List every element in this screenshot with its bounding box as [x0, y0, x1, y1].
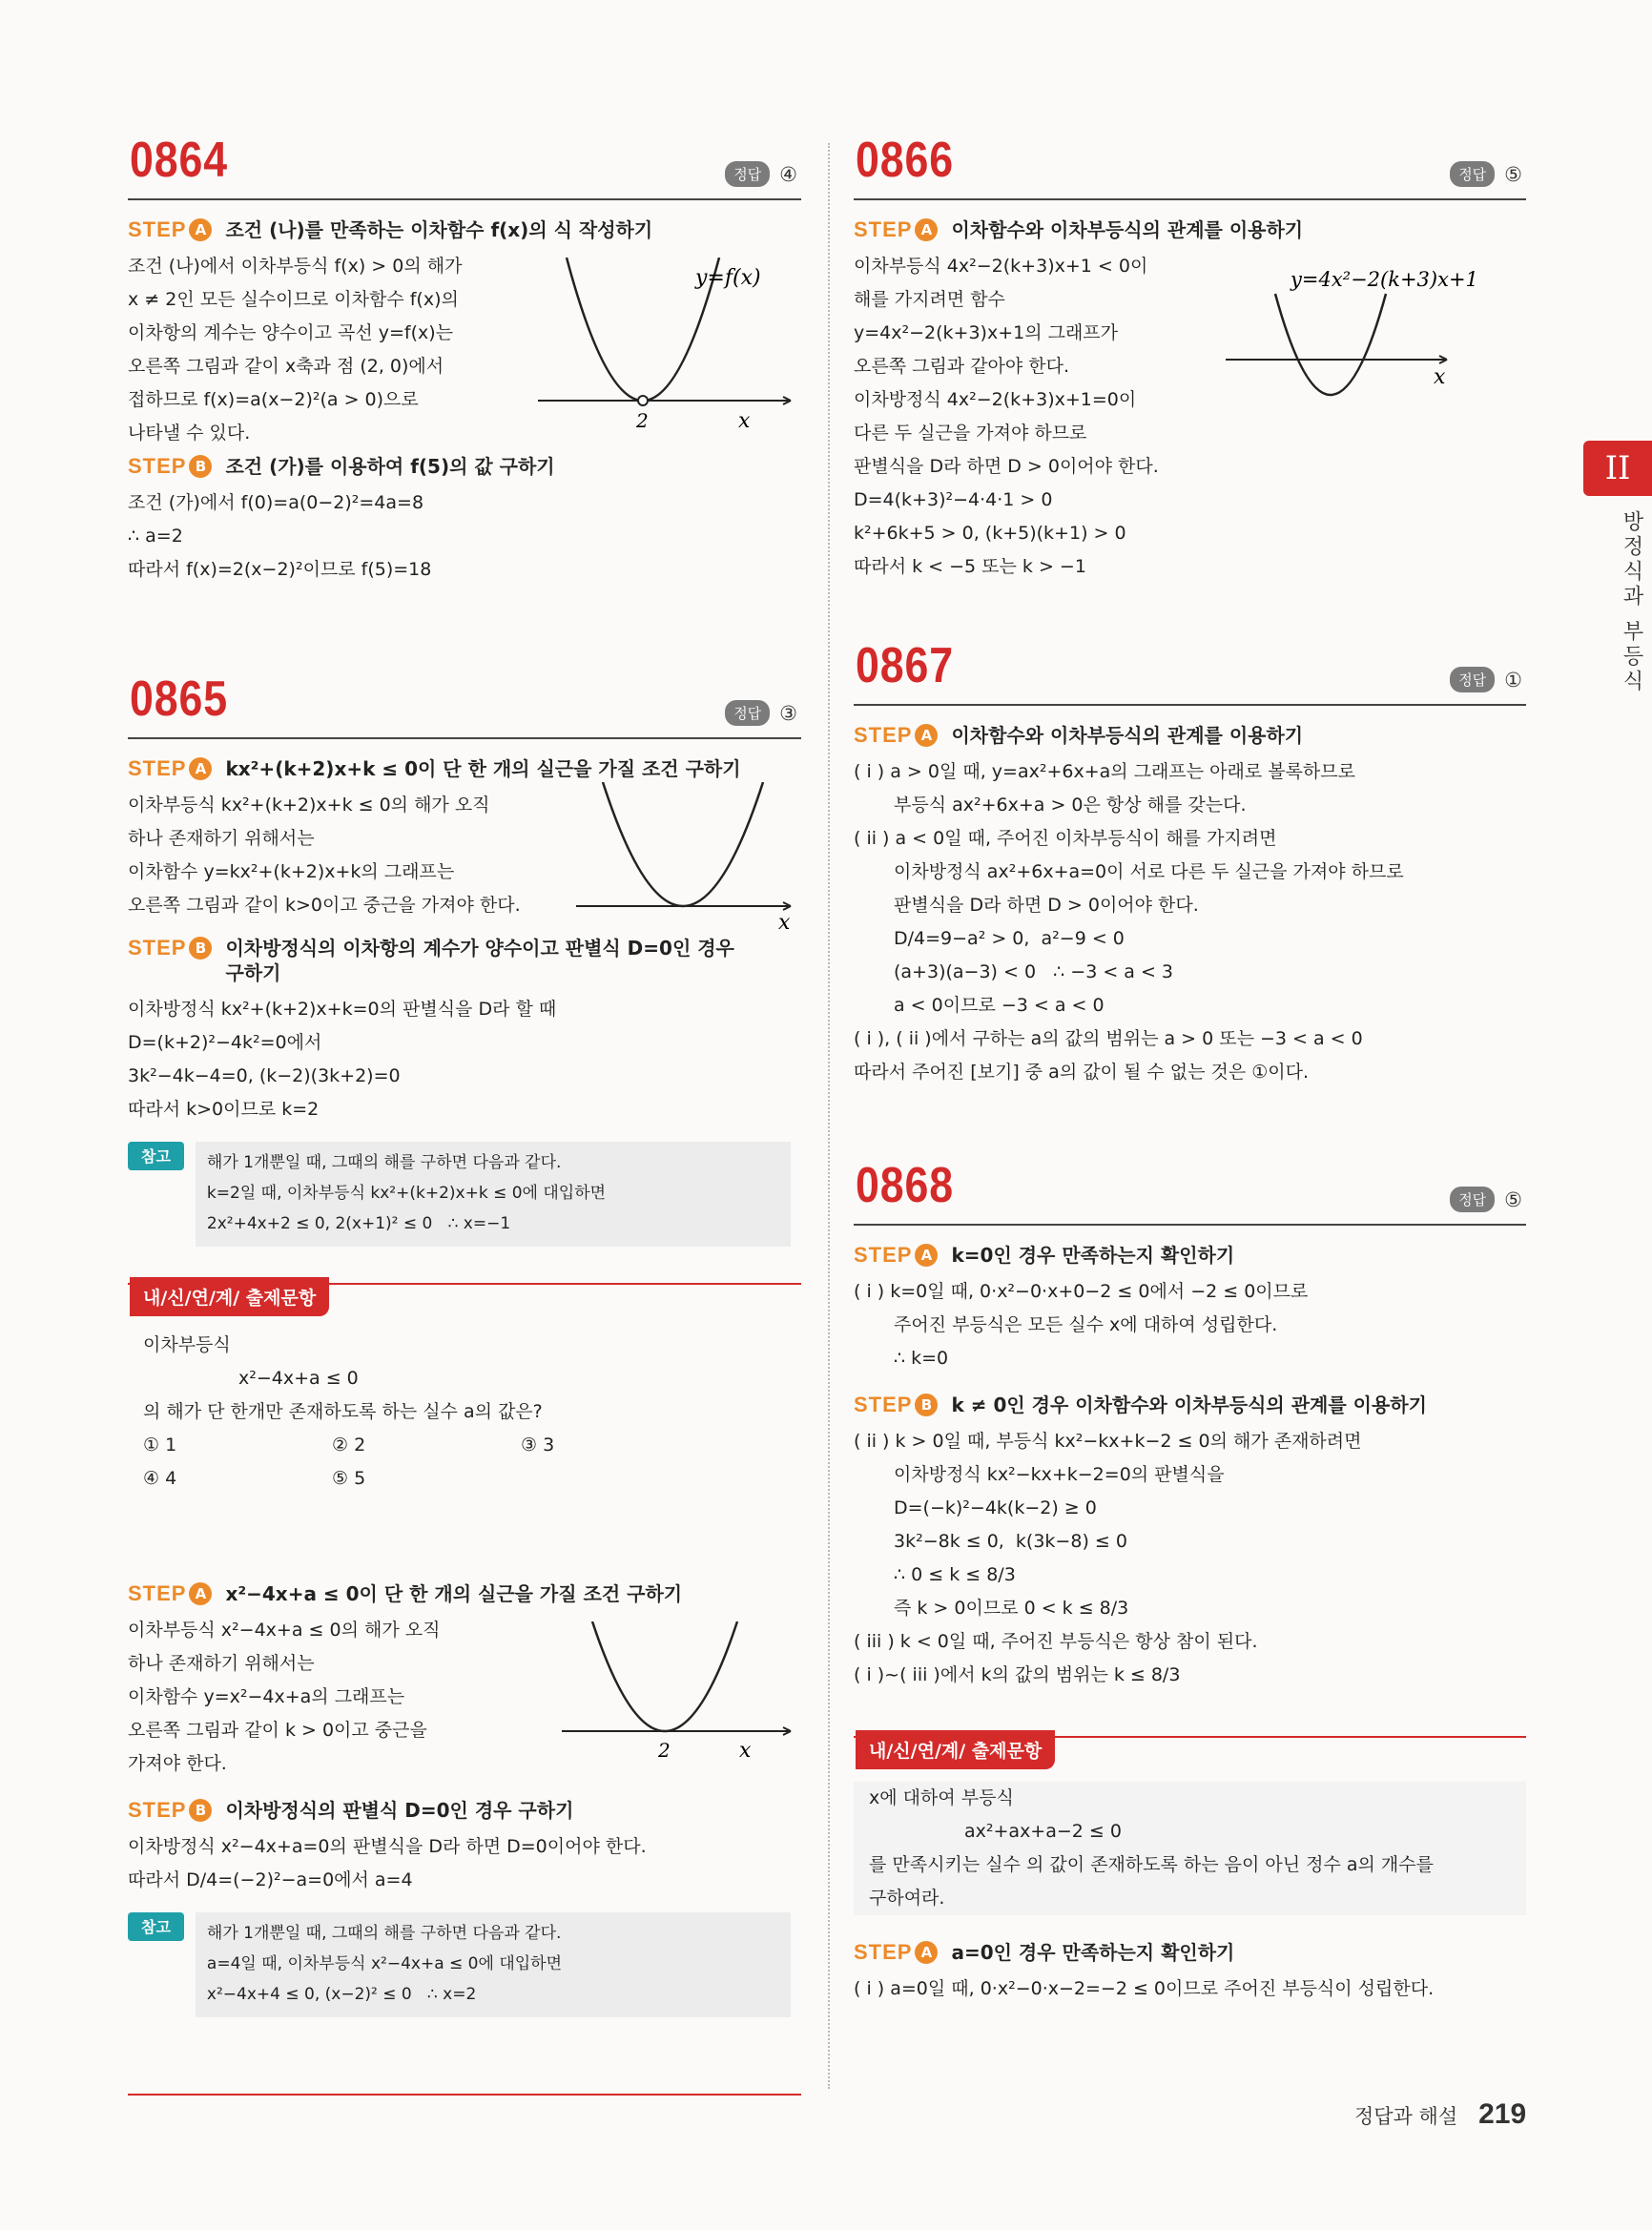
answer-value: ④ — [779, 162, 797, 186]
step-letter: A — [915, 218, 938, 241]
step-title: x²−4x+a ≤ 0이 단 한 개의 실근을 가질 조건 구하기 — [225, 1582, 683, 1605]
answer-tag: 정답 — [1450, 161, 1495, 187]
step-a-header — [128, 1581, 801, 1606]
text-line: ∴ 0 ≤ k ≤ 8/3 — [894, 1564, 1016, 1585]
problem-number: 0865 — [130, 671, 228, 727]
text-line: (a+3)(a−3) < 0 ∴ −3 < a < 3 — [894, 961, 1174, 982]
text-line: 이차함수 y=x²−4x+a의 그래프는 — [128, 1686, 405, 1707]
text-line: 부등식 ax²+6x+a > 0은 항상 해를 갖는다. — [894, 795, 1247, 816]
parabola-graph — [562, 1621, 800, 1765]
note-line: 2x²+4x+2 ≤ 0, 2(x+1)² ≤ 0 ∴ x=−1 — [206, 1214, 511, 1233]
parabola-graph — [538, 258, 805, 439]
tick-label: 2 — [658, 1739, 671, 1762]
note-line: x²−4x+4 ≤ 0, (x−2)² ≤ 0 ∴ x=2 — [206, 1985, 477, 2004]
step-title: 이차함수와 이차부등식의 관계를 이용하기 — [951, 218, 1304, 241]
question-line: 의 해가 단 한개만 존재하도록 하는 실수 a의 값은? — [143, 1401, 543, 1422]
solution-lines — [854, 1425, 1526, 1692]
text-line: ( i ), ( ii )에서 구하는 a의 값의 범위는 a > 0 또는 −3 < a < 0 — [854, 1028, 1363, 1049]
text-line: 하나 존재하기 위해서는 — [128, 828, 315, 849]
problem-0866 — [854, 124, 1526, 584]
text-line: 따라서 D/4=(−2)²−a=0에서 a=4 — [128, 1869, 413, 1890]
problem-0864 — [128, 124, 801, 587]
question-line: x²−4x+a ≤ 0 — [238, 1368, 359, 1389]
curve-label: y=4x²−2(k+3)x+1 — [1291, 268, 1478, 291]
related-question — [854, 1782, 1526, 1915]
text-line: 이차방정식 x²−4x+a=0의 판별식을 D라 하면 D=0이어야 한다. — [128, 1836, 647, 1857]
question-line: 구하여라. — [869, 1888, 945, 1909]
axis-label: x — [738, 409, 751, 433]
text-line: x ≠ 2인 모든 실수이므로 이차함수 f(x)의 — [128, 289, 459, 310]
answer — [725, 161, 797, 187]
step-letter: A — [189, 757, 212, 780]
step-a-header — [854, 1243, 1526, 1268]
parabola-graph — [1226, 258, 1521, 424]
answer-tag: 정답 — [725, 700, 770, 726]
text-line: ( ii ) a < 0일 때, 주어진 이차부등식이 해를 가지려면 — [854, 828, 1277, 849]
step-letter: B — [915, 1394, 938, 1416]
text-line: 오른쪽 그림과 같이 k > 0이고 중근을 — [128, 1720, 427, 1741]
text-line: 주어진 부등식은 모든 실수 x에 대하여 성립한다. — [894, 1314, 1278, 1335]
note-line: 해가 1개뿐일 때, 그때의 해를 구하면 다음과 같다. — [206, 1153, 562, 1172]
step-letter: A — [189, 218, 212, 241]
related-problem-header — [854, 1730, 1526, 1772]
text-line: 이차부등식 kx²+(k+2)x+k ≤ 0의 해가 오직 — [128, 795, 490, 816]
section-end-line — [128, 2094, 801, 2096]
solution-lines — [854, 1275, 1526, 1375]
answer — [725, 700, 797, 726]
text-line: ( i ) a > 0일 때, y=ax²+6x+a의 그래프는 아래로 볼록하므로 — [854, 761, 1355, 782]
related-question — [128, 1329, 801, 1496]
step-title-line: 이차방정식의 이차항의 계수가 양수이고 판별식 D=0인 경우 — [225, 937, 734, 960]
step-a-header — [854, 1940, 1526, 1965]
text-line: 나타낼 수 있다. — [128, 423, 251, 444]
text-line: D=(−k)²−4k(k−2) ≥ 0 — [894, 1497, 1097, 1518]
question-line: ax²+ax+a−2 ≤ 0 — [964, 1821, 1122, 1842]
answer — [1450, 1187, 1522, 1212]
text-line: 이차방정식 ax²+6x+a=0이 서로 다른 두 실근을 가져야 하므로 — [894, 861, 1404, 882]
text-line: 판별식을 D라 하면 D > 0이어야 한다. — [894, 895, 1199, 916]
problem-0867 — [854, 630, 1526, 1089]
step-title: k ≠ 0인 경우 이차함수와 이차부등식의 관계를 이용하기 — [951, 1394, 1427, 1416]
text-line: 이차부등식 4x²−2(k+3)x+1 < 0이 — [854, 256, 1148, 277]
answer-value: ③ — [779, 701, 797, 725]
text-line: 오른쪽 그림과 같아야 한다. — [854, 356, 1070, 377]
axis-label: x — [1434, 365, 1446, 389]
text-line: 이차항의 계수는 양수이고 곡선 y=f(x)는 — [128, 322, 454, 343]
column-divider — [828, 143, 830, 2089]
step-b-header — [128, 936, 801, 985]
step-letter: B — [189, 455, 212, 478]
text-line: 하나 존재하기 위해서는 — [128, 1653, 315, 1674]
note-box — [128, 1142, 801, 1247]
step-letter: A — [915, 724, 938, 747]
text-line: 따라서 f(x)=2(x−2)²이므로 f(5)=18 — [128, 559, 432, 580]
note-tag: 참고 — [128, 1912, 184, 1941]
text-line: 3k²−8k ≤ 0, k(3k−8) ≤ 0 — [894, 1531, 1127, 1552]
step-word: STEP — [128, 1581, 187, 1605]
text-line: ( i ) a=0일 때, 0·x²−0·x−2=−2 ≤ 0이므로 주어진 부등식이 성립한다. — [854, 1978, 1435, 1999]
step-b-header — [128, 1798, 801, 1823]
step-a-header — [854, 723, 1526, 748]
note-line: 해가 1개뿐일 때, 그때의 해를 구하면 다음과 같다. — [206, 1924, 562, 1943]
text-line: D=4(k+3)²−4·4·1 > 0 — [854, 489, 1053, 510]
step-a-header — [128, 217, 801, 242]
step-title: 이차함수와 이차부등식의 관계를 이용하기 — [951, 724, 1304, 747]
text-line: ( iii ) k < 0일 때, 주어진 부등식은 항상 참이 된다. — [854, 1631, 1258, 1652]
text-line: k²+6k+5 > 0, (k+5)(k+1) > 0 — [854, 523, 1126, 544]
answer-tag: 정답 — [1450, 667, 1495, 692]
step-title: 이차방정식의 판별식 D=0인 경우 구하기 — [225, 1799, 574, 1822]
step-title: kx²+(k+2)x+k ≤ 0이 단 한 개의 실근을 가질 조건 구하기 — [225, 757, 741, 780]
choice[interactable]: ② 2 — [332, 1435, 366, 1456]
chapter-title: 방정식과 부등식 — [1620, 510, 1643, 694]
answer-tag: 정답 — [725, 161, 770, 187]
curve-label: y=f(x) — [695, 266, 761, 290]
step-word: STEP — [854, 1940, 913, 1964]
text-line: 이차방정식 4x²−2(k+3)x+1=0이 — [854, 389, 1137, 410]
step-title: k=0인 경우 만족하는지 확인하기 — [951, 1244, 1235, 1267]
step-a-header — [128, 756, 801, 781]
related-problem-header — [128, 1277, 801, 1319]
choices — [143, 1429, 601, 1496]
text-line: 조건 (가)에서 f(0)=a(0−2)²=4a=8 — [128, 492, 424, 513]
problem-number: 0868 — [856, 1158, 954, 1213]
text-line: ( i )~( iii )에서 k의 값의 범위는 k ≤ 8/3 — [854, 1664, 1181, 1685]
text-line: 따라서 k < −5 또는 k > −1 — [854, 556, 1086, 577]
step-title: 조건 (가)를 이용하여 f(5)의 값 구하기 — [225, 455, 555, 478]
step-word: STEP — [854, 217, 913, 241]
step-word: STEP — [854, 1243, 913, 1267]
note-box — [128, 1912, 801, 2017]
problem-0865 — [128, 663, 801, 1496]
text-line: 오른쪽 그림과 같이 k>0이고 중근을 가져야 한다. — [128, 895, 521, 916]
text-line: 다른 두 실근을 가져야 하므로 — [854, 423, 1087, 444]
solution-lines — [854, 755, 1526, 1089]
step-letter: A — [189, 1582, 212, 1605]
text-line: ∴ k=0 — [894, 1348, 949, 1369]
answer-tag: 정답 — [1450, 1187, 1495, 1212]
text-line: 즉 k > 0이므로 0 < k ≤ 8/3 — [894, 1598, 1129, 1619]
question-line: x에 대하여 부등식 — [869, 1787, 1014, 1808]
text-line: 판별식을 D라 하면 D > 0이어야 한다. — [854, 456, 1159, 477]
step-letter: A — [915, 1941, 938, 1964]
step-letter: A — [915, 1244, 938, 1267]
text-line: 접하므로 f(x)=a(x−2)²(a > 0)으로 — [128, 389, 419, 410]
text-line: y=4x²−2(k+3)x+1의 그래프가 — [854, 322, 1119, 343]
note-line: a=4일 때, 이차부등식 x²−4x+a ≤ 0에 대입하면 — [206, 1954, 563, 1973]
related-solution-left — [128, 1564, 801, 2017]
text-line: 해를 가지려면 함수 — [854, 289, 1005, 310]
axis-label: x — [739, 1739, 752, 1763]
page-footer — [1354, 2098, 1526, 2131]
note-tag: 참고 — [128, 1142, 184, 1170]
axis-label: x — [778, 911, 791, 935]
text-line: 따라서 k>0이므로 k=2 — [128, 1099, 320, 1120]
footer-label: 정답과 해설 — [1354, 2105, 1458, 2128]
text-line: D=(k+2)²−4k²=0에서 — [128, 1032, 322, 1053]
chapter-tab[interactable]: II — [1583, 441, 1652, 496]
parabola-graph — [576, 782, 800, 935]
text-line: 따라서 주어진 [보기] 중 a의 값이 될 수 없는 것은 ①이다. — [854, 1062, 1310, 1083]
step-word: STEP — [128, 936, 187, 960]
related-problem-tag: 내/신/연/계/ 출제문항 — [856, 1730, 1055, 1769]
text-line: 오른쪽 그림과 같이 x축과 점 (2, 0)에서 — [128, 356, 444, 377]
step-title: 조건 (나)를 만족하는 이차함수 f(x)의 식 작성하기 — [225, 218, 653, 241]
choice[interactable]: ③ 3 — [521, 1435, 555, 1456]
step-a-header — [854, 217, 1526, 242]
question-line: 를 만족시키는 실수 의 값이 존재하도록 하는 음이 아닌 정수 a의 개수를 — [869, 1854, 1434, 1875]
problem-number: 0867 — [856, 638, 954, 693]
text-line: 가져야 한다. — [128, 1753, 227, 1774]
text-line: ( i ) k=0일 때, 0·x²−0·x+0−2 ≤ 0에서 −2 ≤ 0이므로 — [854, 1281, 1309, 1302]
choice[interactable]: ⑤ 5 — [332, 1468, 366, 1489]
step-title: a=0인 경우 만족하는지 확인하기 — [951, 1941, 1235, 1964]
note-line: k=2일 때, 이차부등식 kx²+(k+2)x+k ≤ 0에 대입하면 — [206, 1184, 607, 1203]
problem-number: 0864 — [130, 133, 228, 188]
text-line: 3k²−4k−4=0, (k−2)(3k+2)=0 — [128, 1065, 401, 1086]
step-letter: B — [189, 937, 212, 960]
step-word: STEP — [854, 723, 913, 747]
problem-0868 — [854, 1149, 1526, 2006]
step-word: STEP — [128, 454, 187, 478]
step-title — [225, 936, 733, 985]
text-line: ( ii ) k > 0일 때, 부등식 kx²−kx+k−2 ≤ 0의 해가 존재하려면 — [854, 1431, 1362, 1452]
text-line: 조건 (나)에서 이차부등식 f(x) > 0의 해가 — [128, 256, 463, 277]
text-line: ∴ a=2 — [128, 526, 183, 547]
text-line: 이차함수 y=kx²+(k+2)x+k의 그래프는 — [128, 861, 455, 882]
text-line: 이차방정식 kx²−kx+k−2=0의 판별식을 — [894, 1464, 1225, 1485]
step-word: STEP — [128, 756, 187, 780]
step-title-line: 구하기 — [225, 961, 281, 984]
tick-label: 2 — [636, 409, 649, 432]
answer-value: ⑤ — [1504, 1187, 1522, 1211]
step-word: STEP — [854, 1393, 913, 1416]
text-line: D/4=9−a² > 0, a²−9 < 0 — [894, 928, 1125, 949]
problem-number: 0866 — [856, 133, 954, 188]
answer — [1450, 667, 1522, 692]
step-word: STEP — [128, 217, 187, 241]
choice[interactable]: ④ 4 — [143, 1468, 177, 1489]
answer-value: ⑤ — [1504, 162, 1522, 186]
question-line: 이차부등식 — [143, 1334, 231, 1355]
related-problem-tag: 내/신/연/계/ 출제문항 — [130, 1277, 329, 1316]
step-word: STEP — [128, 1798, 187, 1822]
text-line: a < 0이므로 −3 < a < 0 — [894, 995, 1105, 1016]
answer-value: ① — [1504, 668, 1522, 692]
answer — [1450, 161, 1522, 187]
choice[interactable]: ① 1 — [143, 1435, 177, 1456]
step-letter: B — [189, 1799, 212, 1822]
text-line: 이차부등식 x²−4x+a ≤ 0의 해가 오직 — [128, 1620, 441, 1641]
step-b-header — [128, 454, 801, 479]
text-line: 이차방정식 kx²+(k+2)x+k=0의 판별식을 D라 할 때 — [128, 999, 557, 1020]
step-b-header — [854, 1393, 1526, 1417]
page-number: 219 — [1478, 2098, 1527, 2130]
